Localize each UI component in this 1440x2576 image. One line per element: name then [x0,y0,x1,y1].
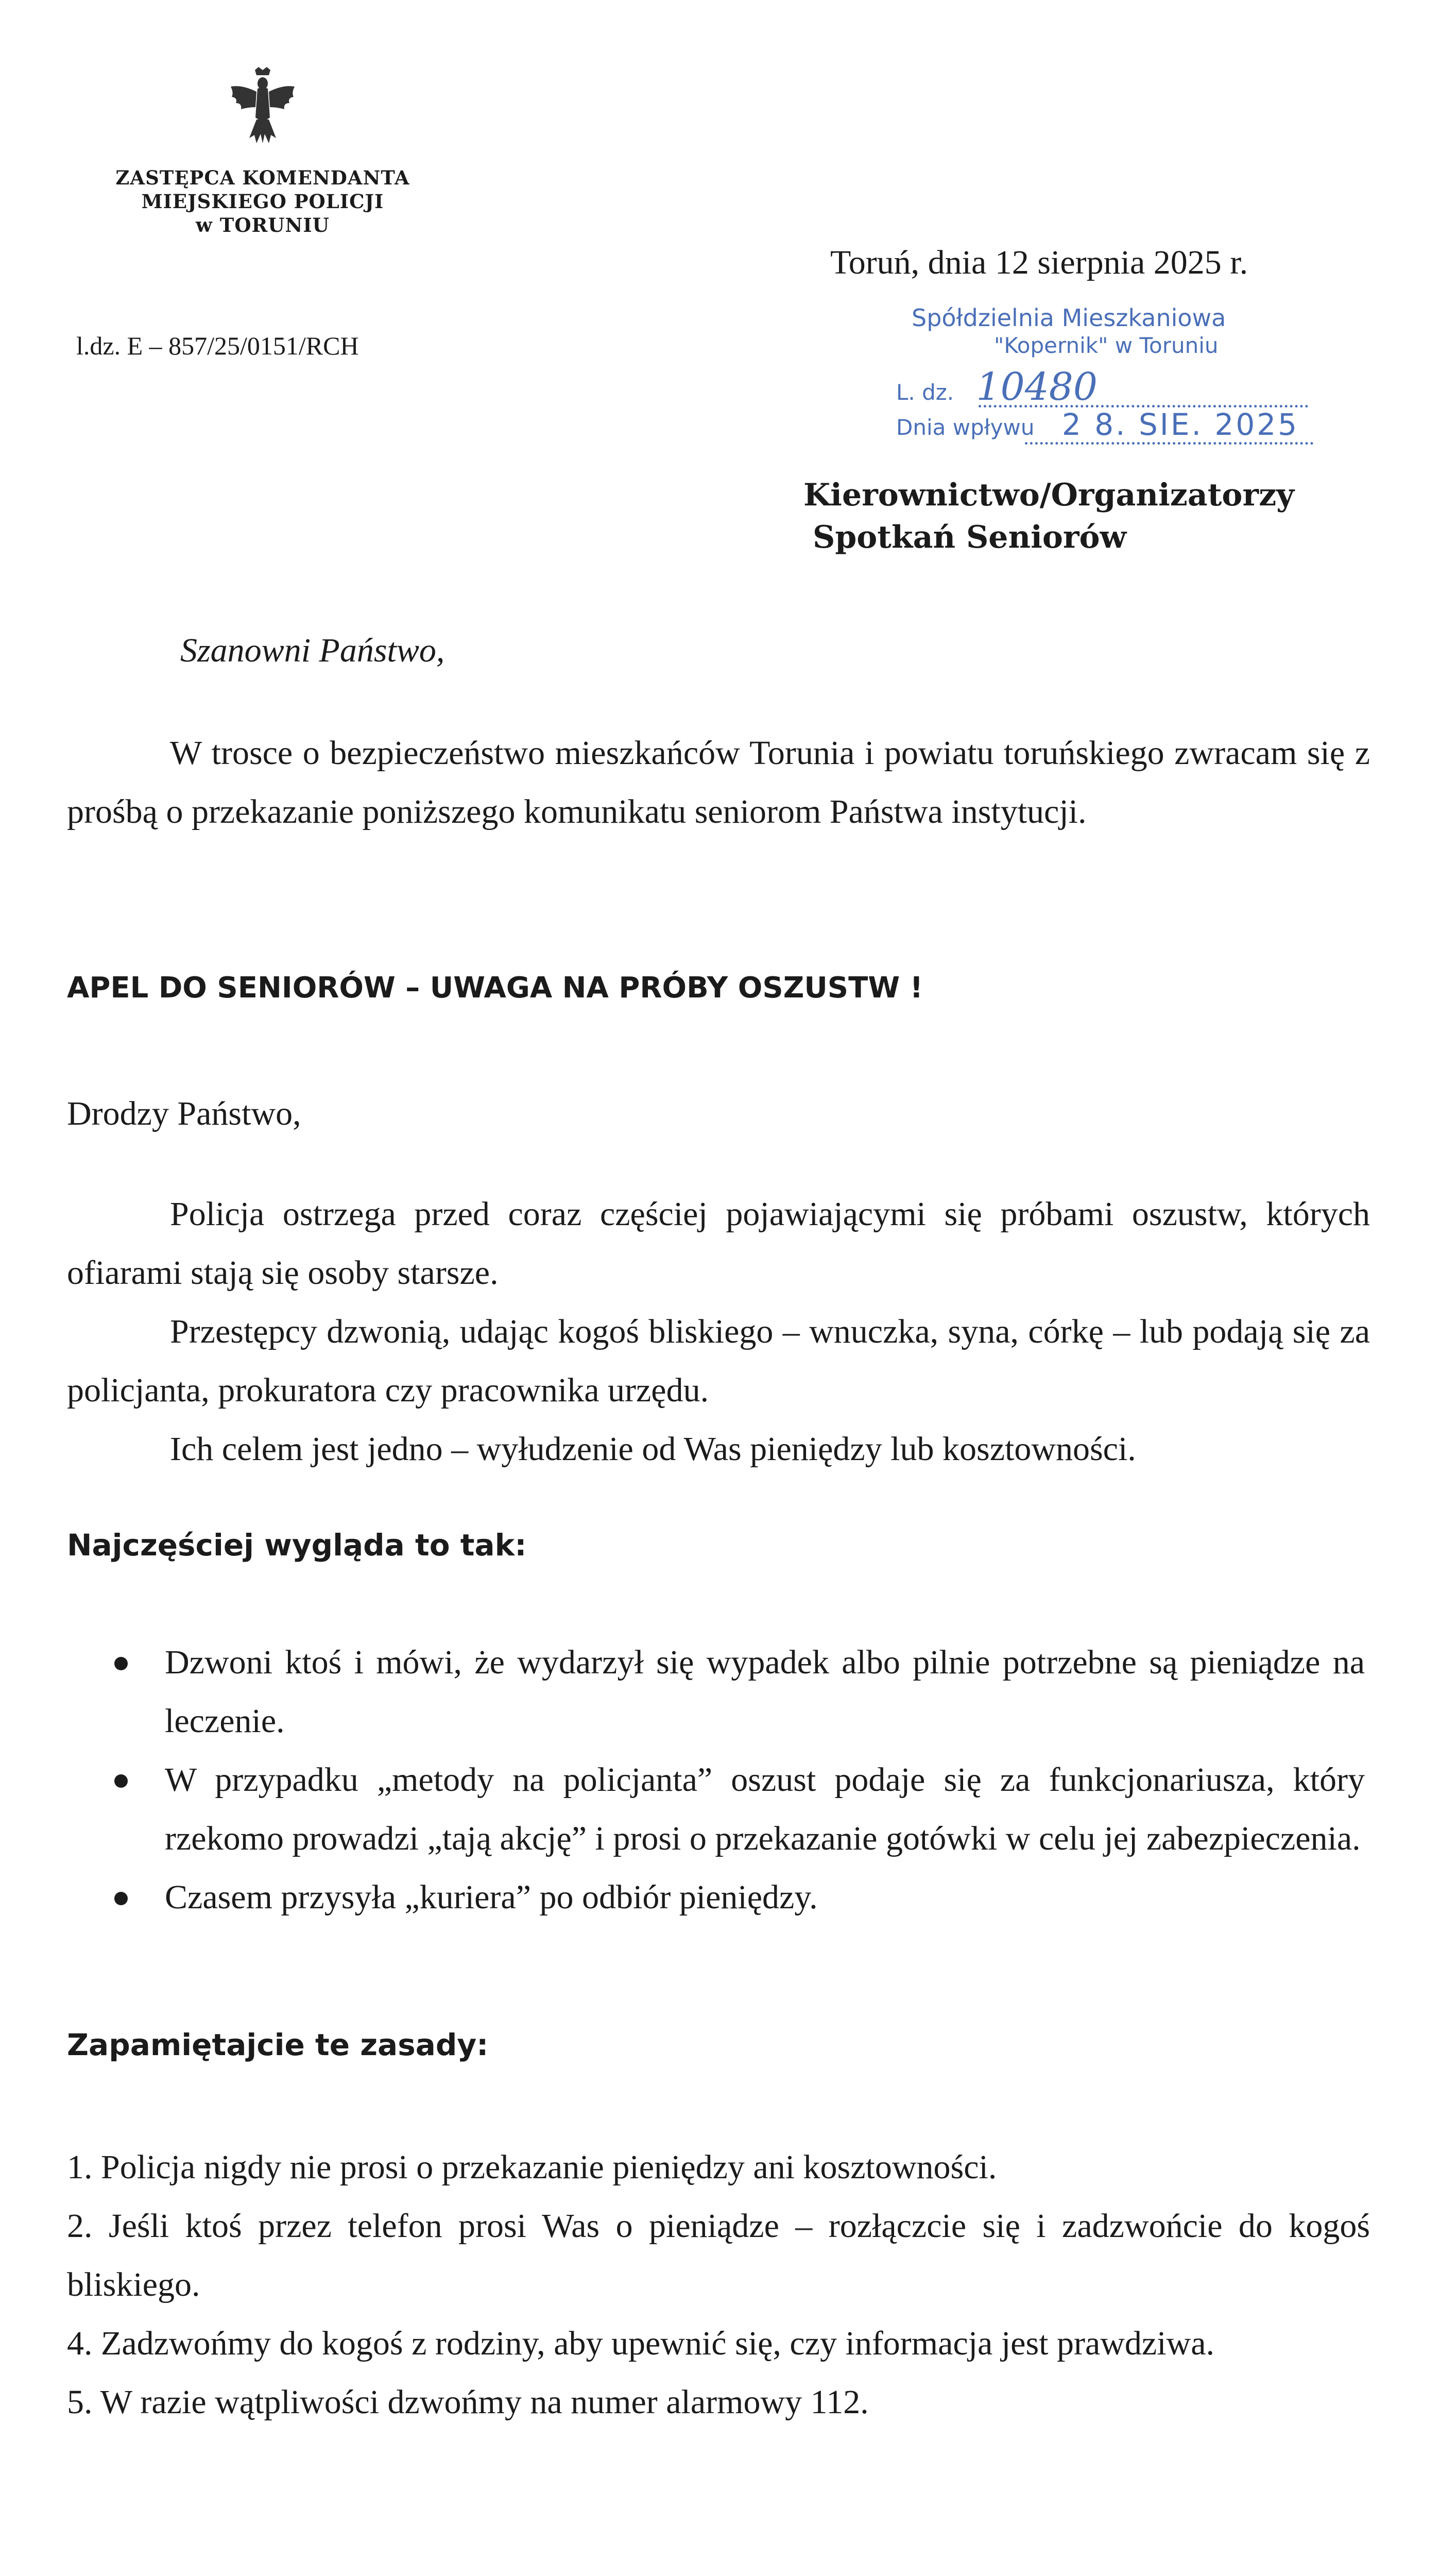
bullet-icon [114,1892,128,1905]
howto-heading: Najczęściej wygląda to tak: [67,1528,527,1563]
bullet-icon [114,1657,128,1670]
intro-paragraph [67,724,1370,841]
stamp-date-label: Dnia wpływu [896,415,1035,440]
issuer-line: w TORUNIU [196,214,330,236]
warning-paragraph: Ich celem jest jedno – wyłudzenie od Was pieniędzy lub kosztowności. [170,1430,1136,1468]
list-item [103,1868,1365,1927]
rule-item: 2. Jeśli ktoś przez telefon prosi Was o pieniądze – rozłączcie się i zadzwońcie do kogoś bliskiego. [67,2207,1370,2303]
greeting: Drodzy Państwo, [67,1095,301,1132]
recipient-line: Kierownictwo/Organizatorzy [803,477,1294,513]
list-item-text: Dzwoni ktoś i mówi, że wydarzył się wypadek albo pilnie potrzebne są pieniądze na leczenie. [165,1643,1365,1740]
rule-item: 5. W razie wątpliwości dzwońmy na numer alarmowy 112. [67,2383,869,2421]
list-item [103,1633,1365,1751]
intro-text: W trosce o bezpieczeństwo mieszkańców Torunia i powiatu toruńskiego zwracam się z prośbą o przekazanie poniższego komunikatu seniorom Państwa instytucji. [67,734,1370,831]
stamp-number-value: 10480 [976,365,1098,409]
issuer-line: MIEJSKIEGO POLICJI [141,190,384,213]
reference-number: l.dz. E – 857/25/0151/RCH [76,331,359,360]
howto-list [103,1633,1365,1927]
recipient-line: Spotkań Seniorów [813,519,1127,555]
warning-paragraph: Policja ostrzega przed coraz częściej pojawiającymi się próbami oszustw, których ofiarami stają się osoby starsze. [67,1195,1370,1292]
bullet-icon [114,1774,128,1788]
recipient-block [803,474,1294,558]
stamp-date-row [896,407,1299,442]
stamp-line: "Kopernik" w Toruniu [994,333,1219,358]
list-item-text: Czasem przysyła „kuriera” po odbiór pieniędzy. [165,1878,818,1916]
list-item-text: W przypadku „metody na policjanta” oszust podaje się za funkcjonariusza, który rzekomo prowadzi „tają akcję” i prosi o przekazanie gotówki w celu jej zabezpieczenia. [165,1761,1365,1857]
rule-item: 4. Zadzwońmy do kogoś z rodziny, aby upewnić się, czy informacja jest prawdziwa. [67,2325,1215,2362]
issuer-block [57,166,469,237]
stamp-date-value: 2 8. SIE. 2025 [1061,407,1299,442]
received-stamp [876,304,1329,459]
warning-paragraph: Przestępcy dzwonią, udając kogoś bliskiego – wnuczka, syna, córkę – lub podają się za policjanta, prokuratora czy pracownika urzędu. [67,1313,1370,1409]
polish-eagle-emblem-icon [227,66,299,148]
rules-list [67,2138,1370,2432]
closing-paragraphs [67,2568,1370,2576]
stamp-number-label: L. dz. [896,380,954,405]
stamp-number-row [896,365,1098,409]
rules-heading: Zapamiętajcie te zasady: [67,2027,489,2062]
salutation: Szanowni Państwo, [180,632,445,669]
rule-item: 1. Policja nigdy nie prosi o przekazanie pieniędzy ani kosztowności. [67,2148,997,2186]
place-and-date: Toruń, dnia 12 sierpnia 2025 r. [830,244,1248,281]
closing-paragraph [67,2568,1370,2576]
stamp-dotted-line [1025,442,1313,445]
warning-paragraphs [67,1185,1370,1479]
issuer-line: ZASTĘPCA KOMENDANTA [115,166,410,189]
stamp-line: Spółdzielnia Mieszkaniowa [912,304,1226,332]
list-item [103,1751,1365,1868]
appeal-title: APEL DO SENIORÓW – UWAGA NA PRÓBY OSZUSTW ! [67,971,923,1005]
